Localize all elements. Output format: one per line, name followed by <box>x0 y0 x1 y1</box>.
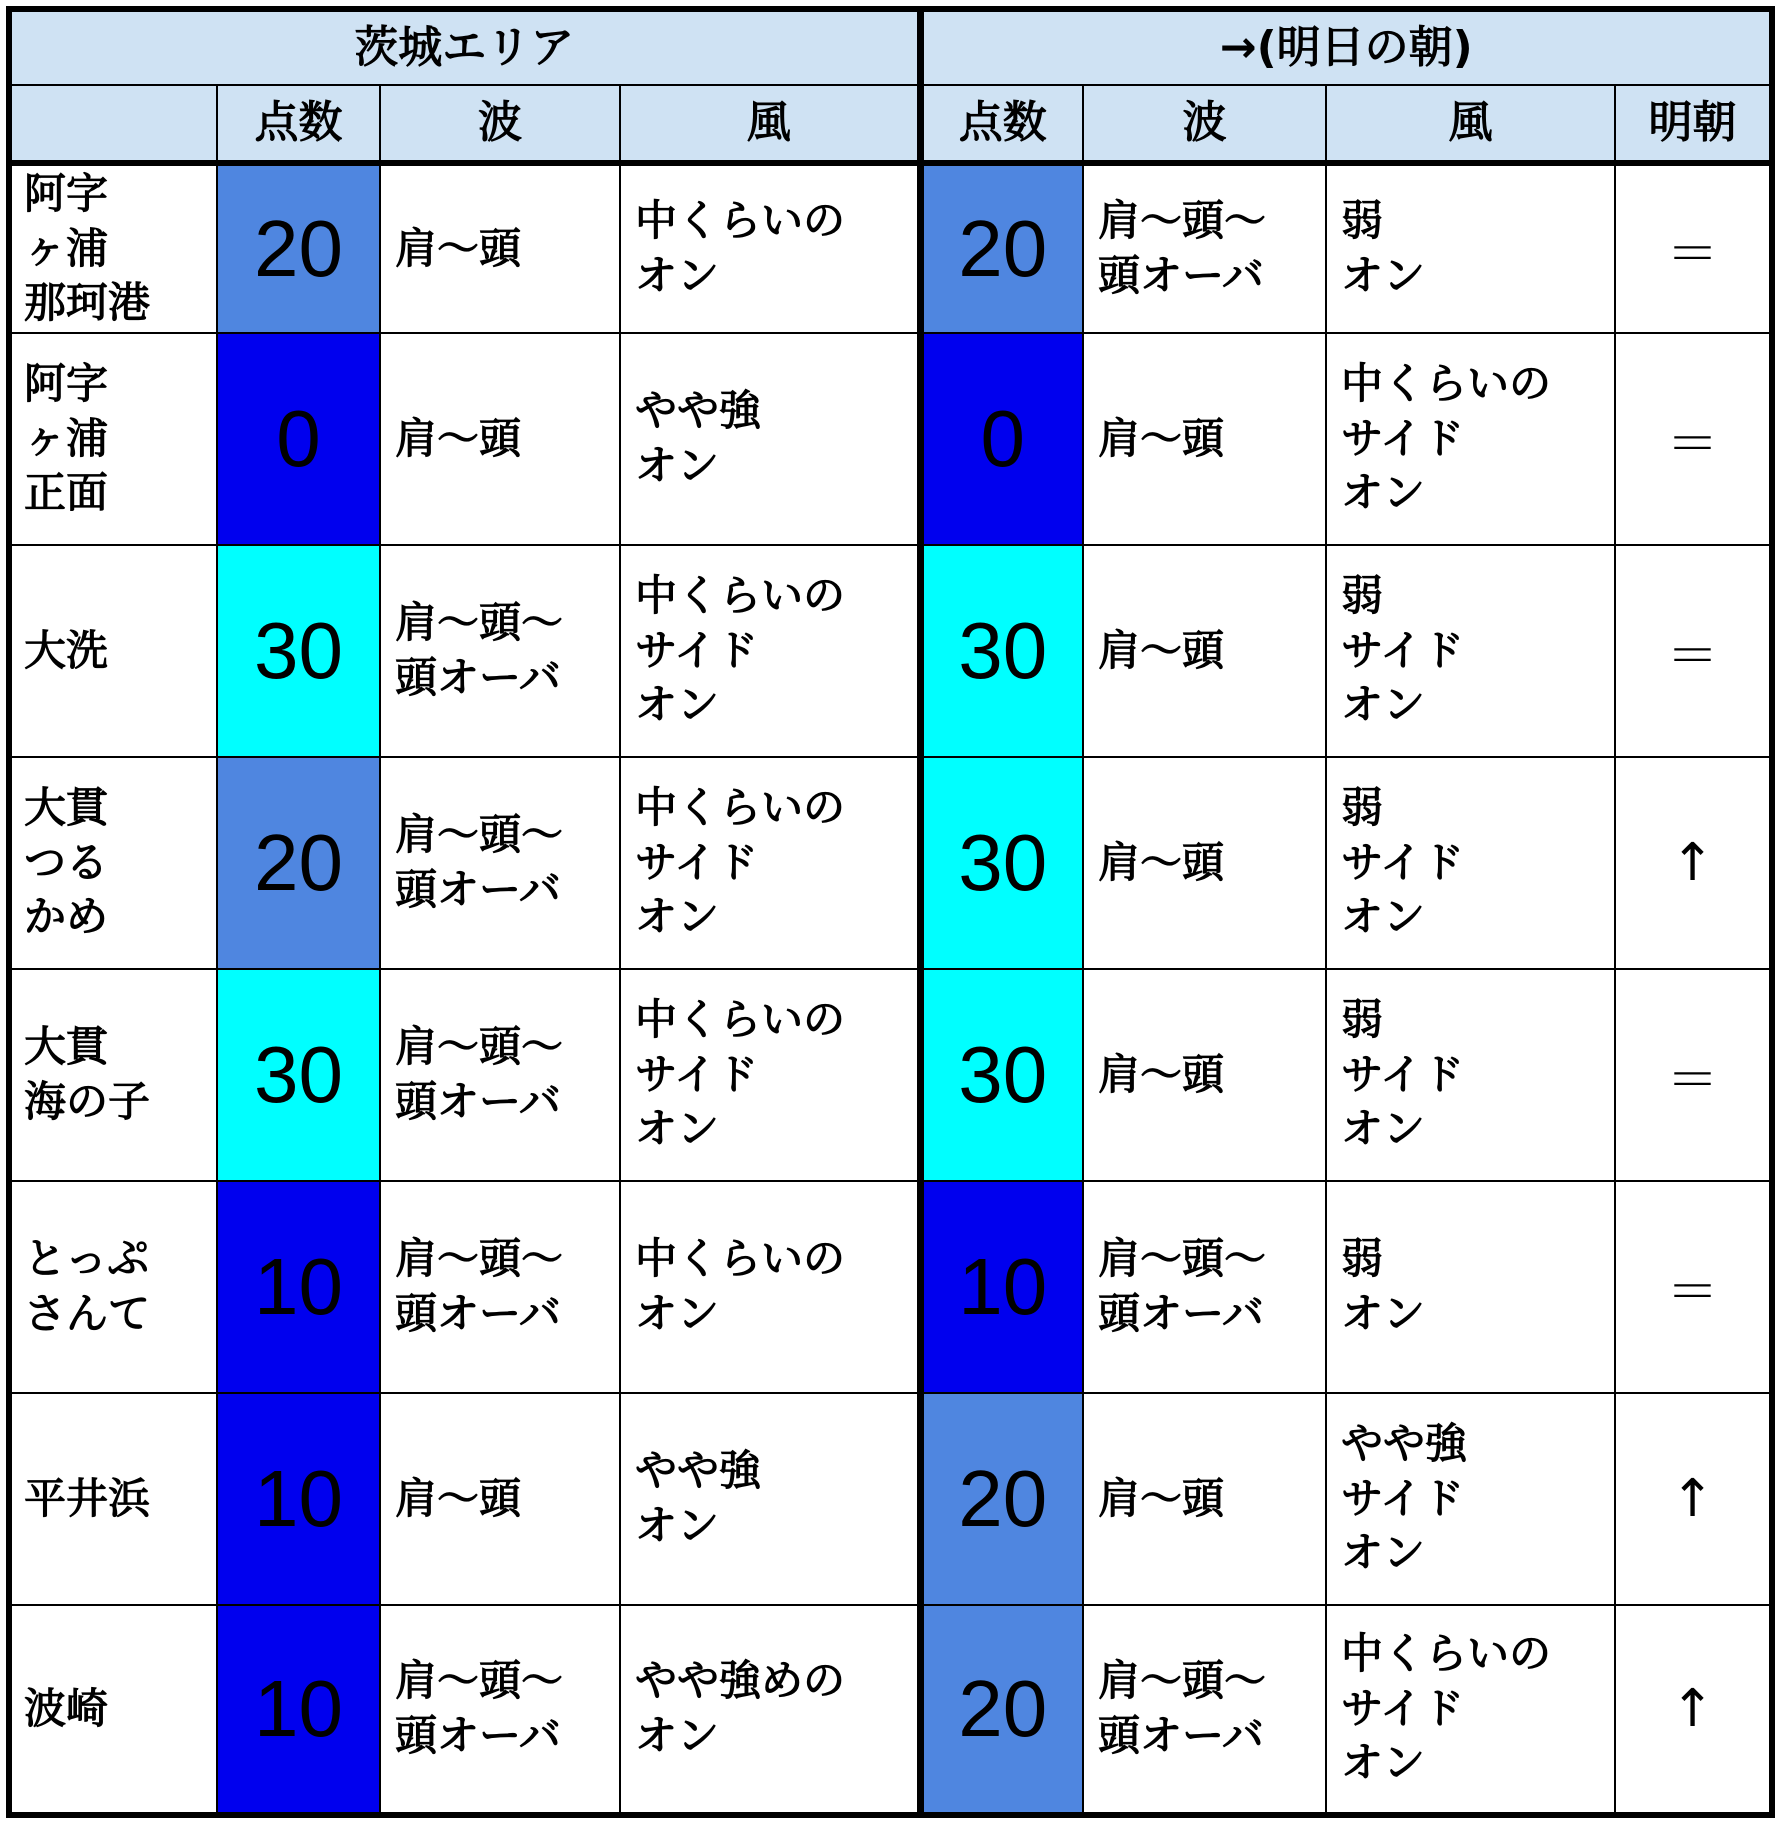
wave-tomorrow-line: 肩～頭 <box>1098 1473 1225 1523</box>
wind-today-line: サイド <box>635 837 759 887</box>
spot-name-line: 大貫 <box>24 783 109 833</box>
wave-tomorrow-line: 肩～頭 <box>1098 625 1225 675</box>
wind-tomorrow-line: サイド <box>1341 1473 1465 1523</box>
score-tomorrow: 20 <box>920 1393 1083 1605</box>
col-trend-tomorrow: 明朝 <box>1615 85 1772 163</box>
col-score-today: 点数 <box>217 85 380 163</box>
wind-tomorrow-line: オン <box>1341 1528 1426 1578</box>
col-wind-tomorrow: 風 <box>1326 85 1615 163</box>
trend-indicator: ＝ <box>1615 333 1772 545</box>
wind-today-line: オン <box>635 1711 720 1760</box>
wind-today-line: やや強 <box>635 1446 762 1496</box>
wave-today-line: 肩～頭 <box>395 223 522 273</box>
wind-today-line: オン <box>635 251 720 300</box>
score-tomorrow: 10 <box>920 1181 1083 1393</box>
spot-name-line: 正面 <box>24 468 109 518</box>
wave-tomorrow <box>1083 757 1326 969</box>
surf-forecast-table <box>6 6 1775 1818</box>
wind-tomorrow-line: オン <box>1341 251 1426 300</box>
wind-tomorrow-line: 中くらいの <box>1341 1629 1552 1679</box>
wave-tomorrow <box>1083 1181 1326 1393</box>
spot-name <box>9 163 217 333</box>
wind-tomorrow <box>1326 1605 1615 1815</box>
wave-tomorrow <box>1083 333 1326 545</box>
wind-today <box>620 1393 920 1605</box>
score-today: 20 <box>217 163 380 333</box>
spot-header-blank <box>9 85 217 163</box>
wave-today-line: 肩～頭～ <box>395 810 564 860</box>
spot-name <box>9 545 217 757</box>
wind-tomorrow-line: 中くらいの <box>1341 359 1552 409</box>
wave-today <box>380 333 620 545</box>
wave-tomorrow-line: 肩～頭～ <box>1098 1656 1267 1706</box>
column-header-row <box>9 85 1772 163</box>
score-today: 10 <box>217 1393 380 1605</box>
spot-name-line: ヶ浦 <box>24 413 109 463</box>
wave-tomorrow-line: 肩～頭 <box>1098 837 1225 887</box>
wind-today <box>620 1605 920 1815</box>
wave-today-line: 肩～頭～ <box>395 1022 564 1072</box>
wave-tomorrow <box>1083 1605 1326 1815</box>
spot-name-line: 大洗 <box>24 625 109 675</box>
wind-tomorrow <box>1326 545 1615 757</box>
wave-tomorrow <box>1083 163 1326 333</box>
wave-today-line: 頭オーバ <box>395 1289 561 1338</box>
wave-tomorrow-line: 肩～頭 <box>1098 1049 1225 1099</box>
spot-name-line: 阿字 <box>24 169 109 219</box>
wave-today-line: 頭オーバ <box>395 1711 561 1760</box>
wave-today <box>380 969 620 1181</box>
wind-tomorrow-line: 弱 <box>1341 571 1384 621</box>
wave-today <box>380 1181 620 1393</box>
wave-tomorrow-line: 肩～頭 <box>1098 413 1225 463</box>
wind-today-line: 中くらいの <box>635 196 846 246</box>
wind-today <box>620 545 920 757</box>
score-today: 10 <box>217 1605 380 1815</box>
wave-today-line: 肩～頭～ <box>395 598 564 648</box>
spot-name-line: さんて <box>24 1289 151 1338</box>
wave-today <box>380 1605 620 1815</box>
table-row <box>9 163 1772 333</box>
table-row <box>9 1393 1772 1605</box>
wind-tomorrow <box>1326 1393 1615 1605</box>
wave-tomorrow <box>1083 969 1326 1181</box>
wind-today-line: 中くらいの <box>635 1234 846 1284</box>
trend-indicator: ＝ <box>1615 163 1772 333</box>
spot-name-line: 那珂港 <box>24 278 151 328</box>
wave-tomorrow-line: 肩～頭～ <box>1098 1234 1267 1284</box>
wind-today-line: サイド <box>635 1049 759 1099</box>
wind-tomorrow <box>1326 333 1615 545</box>
wave-today <box>380 545 620 757</box>
table-row <box>9 757 1772 969</box>
spot-name-line: 海の子 <box>24 1077 151 1126</box>
surf-forecast-sheet <box>6 6 1775 1818</box>
wave-tomorrow <box>1083 1393 1326 1605</box>
wave-today-line: 肩～頭～ <box>395 1234 564 1284</box>
col-score-tomorrow: 点数 <box>920 85 1083 163</box>
spot-name-line: かめ <box>24 892 109 942</box>
wind-tomorrow-line: 弱 <box>1341 1234 1384 1284</box>
wind-tomorrow-line: オン <box>1341 1104 1426 1154</box>
wave-today-line: 肩～頭 <box>395 1473 522 1523</box>
wind-today-line: サイド <box>635 625 759 675</box>
spot-name <box>9 1605 217 1815</box>
trend-indicator: ＝ <box>1615 545 1772 757</box>
wind-tomorrow-line: 弱 <box>1341 783 1384 833</box>
spot-name <box>9 1393 217 1605</box>
score-tomorrow: 20 <box>920 163 1083 333</box>
spot-name-line: ヶ浦 <box>24 223 109 273</box>
score-tomorrow: 30 <box>920 757 1083 969</box>
wave-today-line: 頭オーバ <box>395 653 561 702</box>
spot-name-line: 大貫 <box>24 1022 109 1072</box>
wind-tomorrow <box>1326 969 1615 1181</box>
wind-today-line: オン <box>635 892 720 942</box>
spot-name <box>9 757 217 969</box>
wind-tomorrow-line: サイド <box>1341 837 1465 887</box>
wave-today-line: 頭オーバ <box>395 1077 561 1126</box>
wave-today-line: 頭オーバ <box>395 865 561 914</box>
score-tomorrow: 20 <box>920 1605 1083 1815</box>
wind-tomorrow <box>1326 757 1615 969</box>
wave-today <box>380 757 620 969</box>
col-wind-today: 風 <box>620 85 920 163</box>
score-tomorrow: 0 <box>920 333 1083 545</box>
wind-tomorrow-line: サイド <box>1341 625 1465 675</box>
col-wave-tomorrow: 波 <box>1083 85 1326 163</box>
table-row <box>9 1181 1772 1393</box>
wind-today-line: 中くらいの <box>635 571 846 621</box>
wave-tomorrow <box>1083 545 1326 757</box>
wind-today <box>620 333 920 545</box>
title-row <box>9 9 1772 85</box>
col-wave-today: 波 <box>380 85 620 163</box>
spot-name-line: 波崎 <box>24 1683 109 1733</box>
wave-today-line: 肩～頭～ <box>395 1656 564 1706</box>
trend-indicator: ＝ <box>1615 1181 1772 1393</box>
wind-tomorrow <box>1326 1181 1615 1393</box>
wind-tomorrow-line: やや強 <box>1341 1419 1468 1469</box>
wind-tomorrow-line: サイド <box>1341 1683 1465 1733</box>
wind-today <box>620 969 920 1181</box>
score-today: 30 <box>217 545 380 757</box>
wind-today <box>620 757 920 969</box>
score-today: 0 <box>217 333 380 545</box>
trend-indicator: ↑ <box>1615 757 1772 969</box>
wind-today-line: オン <box>635 1289 720 1338</box>
score-today: 10 <box>217 1181 380 1393</box>
wind-today-line: やや強めの <box>635 1656 846 1706</box>
wind-tomorrow-line: オン <box>1341 1289 1426 1338</box>
wind-today-line: 中くらいの <box>635 783 846 833</box>
table-row <box>9 969 1772 1181</box>
spot-name <box>9 333 217 545</box>
spot-name-line: とっぷ <box>24 1234 150 1284</box>
area-title: 茨城エリア <box>9 9 920 85</box>
wave-today <box>380 163 620 333</box>
wind-today <box>620 1181 920 1393</box>
score-today: 30 <box>217 969 380 1181</box>
wind-today-line: オン <box>635 1104 720 1154</box>
table-row <box>9 545 1772 757</box>
tomorrow-title: →(明日の朝) <box>920 9 1772 85</box>
wave-tomorrow-line: 頭オーバ <box>1098 1711 1264 1760</box>
wave-tomorrow-line: 頭オーバ <box>1098 251 1264 300</box>
spot-name-line: 阿字 <box>24 359 109 409</box>
wind-today-line: オン <box>635 680 720 730</box>
spot-name <box>9 969 217 1181</box>
wind-tomorrow-line: オン <box>1341 892 1426 942</box>
wave-today <box>380 1393 620 1605</box>
wave-tomorrow-line: 肩～頭～ <box>1098 196 1267 246</box>
table-row <box>9 1605 1772 1815</box>
wind-today-line: オン <box>635 441 720 490</box>
wind-tomorrow-line: サイド <box>1341 1049 1465 1099</box>
trend-indicator: ＝ <box>1615 969 1772 1181</box>
wind-tomorrow <box>1326 163 1615 333</box>
trend-indicator: ↑ <box>1615 1393 1772 1605</box>
score-today: 20 <box>217 757 380 969</box>
wind-tomorrow-line: 弱 <box>1341 995 1384 1045</box>
score-tomorrow: 30 <box>920 545 1083 757</box>
wave-today-line: 肩～頭 <box>395 413 522 463</box>
wave-tomorrow-line: 頭オーバ <box>1098 1289 1264 1338</box>
wind-today-line: オン <box>635 1501 720 1550</box>
wind-tomorrow-line: オン <box>1341 1738 1426 1788</box>
wind-tomorrow-line: オン <box>1341 468 1426 518</box>
table-row <box>9 333 1772 545</box>
wind-today <box>620 163 920 333</box>
trend-indicator: ↑ <box>1615 1605 1772 1815</box>
wind-tomorrow-line: サイド <box>1341 413 1465 463</box>
score-tomorrow: 30 <box>920 969 1083 1181</box>
wind-today-line: やや強 <box>635 386 762 436</box>
spot-name <box>9 1181 217 1393</box>
wind-today-line: 中くらいの <box>635 995 846 1045</box>
wind-tomorrow-line: 弱 <box>1341 196 1384 246</box>
spot-name-line: つる <box>24 837 109 887</box>
spot-name-line: 平井浜 <box>24 1473 151 1523</box>
wind-tomorrow-line: オン <box>1341 680 1426 730</box>
